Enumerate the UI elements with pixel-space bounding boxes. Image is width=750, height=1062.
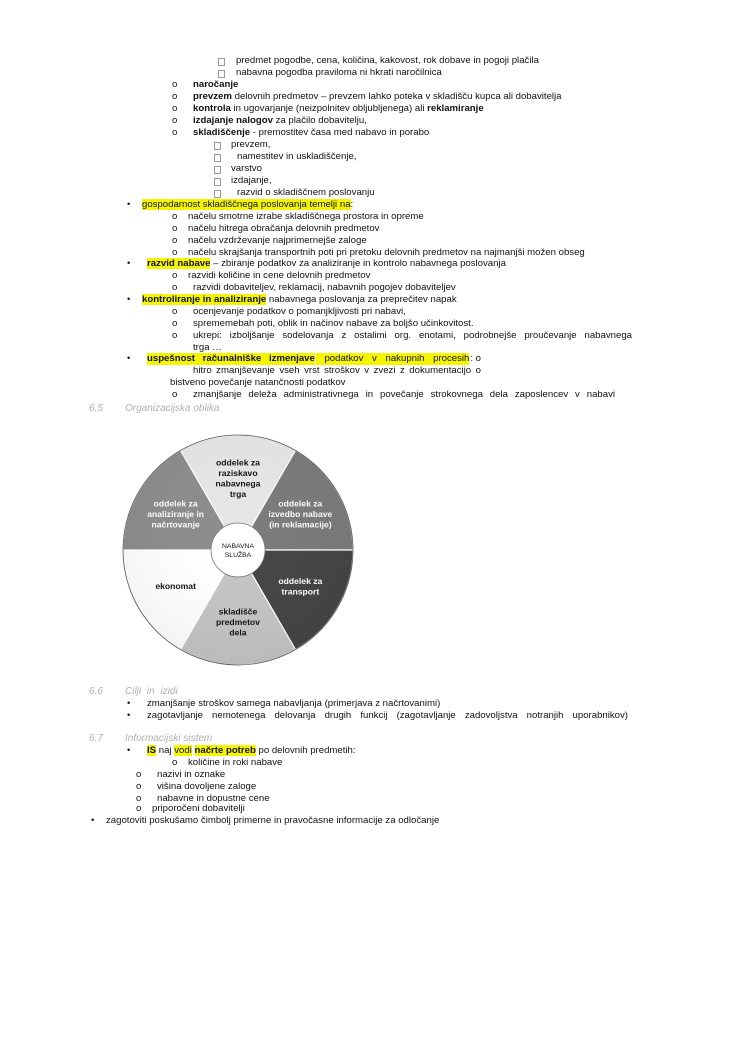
square-bullet-icon bbox=[218, 70, 225, 78]
bullet-icon: • bbox=[127, 710, 131, 721]
list-item: naročanje bbox=[193, 79, 239, 90]
circle-bullet-icon: o bbox=[172, 235, 178, 246]
square-bullet-icon bbox=[218, 58, 225, 66]
text: : bbox=[350, 199, 354, 210]
list-item: nabavna pogodba praviloma ni hkrati naročilnica bbox=[236, 67, 442, 78]
list-item bbox=[193, 91, 562, 103]
circle-bullet-icon: o bbox=[136, 781, 142, 792]
circle-bullet-icon: o bbox=[172, 247, 178, 258]
bullet-icon: • bbox=[127, 698, 131, 709]
bullet-icon: • bbox=[127, 353, 131, 364]
list-item bbox=[142, 294, 457, 306]
highlighted-term: razvid nabave bbox=[147, 258, 211, 269]
circle-bullet-icon: o bbox=[172, 318, 178, 329]
highlighted-text: podatkov v nakupnih procesih bbox=[315, 353, 470, 364]
highlighted-term: IS bbox=[147, 745, 157, 756]
circle-bullet-icon: o bbox=[172, 115, 178, 126]
list-item: sprememebah poti, oblik in načinov nabave za boljšo učinkovitost. bbox=[193, 318, 474, 329]
list-item: bistveno povečanje natančnosti podatkov bbox=[170, 377, 346, 388]
list-item: zmanjšanje stroškov samega nabavljanja (primerjava z načrtovanimi) bbox=[147, 698, 441, 709]
term: kontrola bbox=[193, 103, 231, 114]
bullet-icon: • bbox=[91, 815, 95, 826]
circle-bullet-icon: o bbox=[172, 211, 178, 222]
section-title: Informacijski sistem bbox=[125, 733, 213, 744]
square-bullet-icon bbox=[214, 166, 221, 174]
text: po delovnih predmetih: bbox=[255, 745, 356, 756]
circle-bullet-icon: o bbox=[172, 79, 178, 90]
circle-bullet-icon: o bbox=[172, 103, 178, 114]
circle-bullet-icon: o bbox=[172, 223, 178, 234]
list-item: višina dovoljene zaloge bbox=[157, 781, 257, 792]
text: za plačilo dobavitelju, bbox=[272, 115, 367, 126]
highlighted-term: gospodarnost skladiščnega poslovanja temelji na bbox=[142, 199, 351, 210]
circle-bullet-icon: o bbox=[172, 757, 178, 768]
list-item: nabavne in dopustne cene bbox=[157, 793, 270, 804]
list-item bbox=[147, 258, 506, 270]
section-number: 6.6 bbox=[89, 686, 103, 697]
pie-center-circle bbox=[211, 523, 265, 577]
circle-bullet-icon: o bbox=[136, 793, 142, 804]
term: skladiščenje bbox=[193, 127, 251, 138]
highlighted-term: načrte potreb bbox=[194, 745, 256, 756]
section-title: Organizacijska oblika bbox=[125, 403, 220, 414]
square-bullet-icon bbox=[214, 190, 221, 198]
list-item: zmanjšanje deleža administrativnega in povečanje strokovnega dela zaposlencev v nabavi bbox=[193, 389, 615, 400]
bullet-icon: • bbox=[127, 258, 131, 269]
list-item: predmet pogodbe, cena, količina, kakovost, rok dobave in pogoji plačila bbox=[236, 55, 539, 66]
section-number: 6.7 bbox=[89, 733, 103, 744]
circle-bullet-icon: o bbox=[172, 270, 178, 281]
organization-pie-diagram bbox=[120, 422, 360, 678]
list-item: nazivi in oznake bbox=[157, 769, 226, 780]
circle-bullet-icon: o bbox=[172, 306, 178, 317]
square-bullet-icon bbox=[214, 142, 221, 150]
circle-bullet-icon: o bbox=[136, 769, 142, 780]
section-title: Cilji in izidi bbox=[125, 686, 178, 697]
highlighted-term: uspešnost računalniške izmenjave bbox=[147, 353, 315, 364]
list-item: zagotoviti poskušamo čimbolj primerne in pravočasne informacije za odločanje bbox=[106, 815, 440, 826]
list-item: izdajanje, bbox=[231, 175, 272, 186]
list-item bbox=[147, 353, 481, 365]
list-item: ocenjevanje podatkov o pomanjkljivosti pri nabavi, bbox=[193, 306, 406, 317]
circle-bullet-icon: o bbox=[172, 389, 178, 400]
circle-bullet-icon: o bbox=[172, 330, 178, 341]
list-item: priporočeni dobavitelji bbox=[152, 803, 245, 814]
text: : o bbox=[470, 353, 481, 364]
text: in ugovarjanje (neizpolnitev obljubljenega) ali bbox=[230, 103, 428, 114]
circle-bullet-icon: o bbox=[136, 803, 142, 814]
list-item bbox=[193, 103, 484, 115]
list-item: namestitev in uskladiščenje, bbox=[237, 151, 357, 162]
circle-bullet-icon: o bbox=[172, 282, 178, 293]
highlighted-term: kontroliranje in analiziranje bbox=[142, 294, 267, 305]
text: – zbiranje podatkov za analiziranje in kontrolo nabavnega poslovanja bbox=[210, 258, 506, 269]
list-item bbox=[193, 115, 367, 127]
text: - premostitev časa med nabavo in porabo bbox=[250, 127, 430, 138]
square-bullet-icon bbox=[214, 178, 221, 186]
list-item: načelu smotrne izrabe skladiščnega prostora in opreme bbox=[188, 211, 424, 222]
highlighted-text: vodi bbox=[174, 745, 192, 756]
list-item: prevzem, bbox=[231, 139, 271, 150]
bullet-icon: • bbox=[127, 199, 131, 210]
list-item: načelu skrajšanja transportnih poti pri pretoku delovnih predmetov na najmanjši možen obseg bbox=[188, 247, 585, 258]
circle-bullet-icon: o bbox=[172, 91, 178, 102]
section-number: 6.5 bbox=[89, 403, 103, 414]
list-item: načelu vzdrževanje najprimernejše zaloge bbox=[188, 235, 367, 246]
list-item: načelu hitrega obračanja delovnih predmetov bbox=[188, 223, 380, 234]
term: reklamiranje bbox=[427, 103, 484, 114]
bullet-icon: • bbox=[127, 745, 131, 756]
list-item-continuation: trga … bbox=[193, 342, 222, 353]
text: nabavnega poslovanja za preprečitev napak bbox=[266, 294, 457, 305]
list-item: razvid o skladiščnem poslovanju bbox=[237, 187, 375, 198]
pie-center-label: SLUŽBA bbox=[224, 552, 252, 559]
list-item: varstvo bbox=[231, 163, 262, 174]
term: prevzem bbox=[193, 91, 232, 102]
circle-bullet-icon: o bbox=[172, 127, 178, 138]
list-item: hitro zmanjševanje vseh vrst stroškov v zvezi z dokumentacijo o bbox=[193, 365, 481, 376]
text: naj bbox=[156, 745, 175, 756]
list-item: količine in roki nabave bbox=[188, 757, 283, 768]
list-item: zagotavljanje nemotenega delovanja drugih funkcij (zagotavljanje zadovoljstva notranjih uporabnikov) bbox=[147, 710, 628, 721]
bullet-icon: • bbox=[127, 294, 131, 305]
square-bullet-icon bbox=[214, 154, 221, 162]
term: izdajanje nalogov bbox=[193, 115, 273, 126]
pie-center-label: NABAVNA bbox=[222, 543, 254, 550]
list-item: ukrepi: izboljšanje sodelovanja z ostalimi org. enotami, podrobnejše proučevanje nabavnega bbox=[193, 330, 632, 341]
list-item: razvidi količine in cene delovnih predmetov bbox=[188, 270, 371, 281]
list-item bbox=[147, 745, 356, 757]
text: delovnih predmetov – prevzem lahko poteka v skladišču kupca ali dobavitelja bbox=[231, 91, 562, 102]
list-item bbox=[142, 199, 353, 211]
list-item: razvidi dobaviteljev, reklamacij, nabavnih pogojev dobaviteljev bbox=[193, 282, 456, 293]
list-item bbox=[193, 127, 429, 139]
